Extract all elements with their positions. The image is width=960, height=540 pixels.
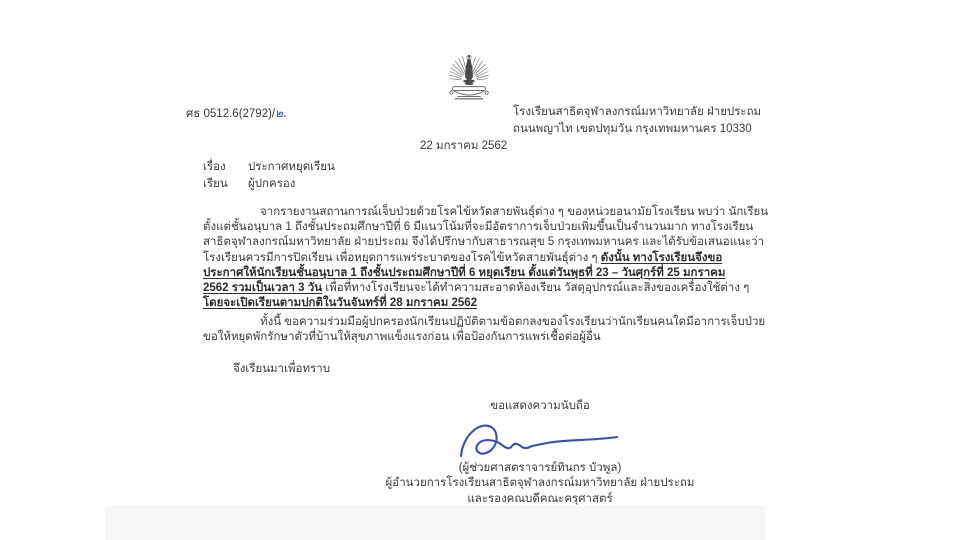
body-text-line: ขอให้หยุดพักรักษาตัวที่บ้านให้สุขภาพแข็งแรงก่อน เพื่อป้องกันการแพร่เชื้อต่อผู้อื่น (203, 331, 601, 344)
salutation-label: เรียน (203, 178, 228, 190)
subject-line (203, 160, 335, 175)
salutation-line (203, 177, 295, 192)
subject-text: ประกาศหยุดเรียน (248, 161, 335, 173)
letter-date: 22 มกราคม 2562 (420, 140, 508, 152)
school-emblem-phra-kiao-icon (440, 46, 498, 118)
school-name-line: โรงเรียนสาธิตจุฬาลงกรณ์มหาวิทยาลัย ฝ่ายประถม (513, 106, 762, 118)
signatory-name: (ผู้ช่วยศาสตราจารย์ทินกร บัวพูล) (458, 462, 622, 475)
sign-off-line: จึงเรียนมาเพื่อทราบ (233, 363, 331, 375)
signature-scribble (455, 418, 625, 460)
body-text-line: โรงเรียนควรมีการปิดเรียน เพื่อหยุดการแพร่ระบาดของโรคไข้หวัดสายพันธุ์ต่าง ๆ ดังนั้น ทางโรงเรียนจึงขอ (203, 251, 723, 264)
signatory-title-1: ผู้อำนวยการโรงเรียนสาธิตจุฬาลงกรณ์มหาวิทยาลัย ฝ่ายประถม (385, 477, 695, 490)
scan-edge-shadow (105, 506, 765, 540)
signatory-title-2: และรองคณบดีคณะครุศาสตร์ (467, 492, 613, 505)
body-text-line: จากรายงานสถานการณ์เจ็บป่วยด้วยโรคไข้หวัดสายพันธุ์ต่าง ๆ ของหน่วยอนามัยโรงเรียน พบว่า นักเรียน (260, 206, 769, 218)
reference-number-printed: ศธ 0512.6(2792)/ (186, 108, 276, 120)
school-address-line: ถนนพญาไท เขตปทุมวัน กรุงเทพมหานคร 10330 (513, 122, 752, 135)
sender-address-block (513, 105, 761, 138)
body-text-line: ทั้งนี้ ขอความร่วมมือผู้ปกครองนักเรียนปฏิบัติตามข้อตกลงของโรงเรียนว่านักเรียนคนใดมีอาการเจ็บป่วย (260, 316, 766, 328)
body-text-line: ประกาศให้นักเรียนชั้นอนุบาล 1 ถึงชั้นประถมศึกษาปีที่ 6 หยุดเรียน ตั้งแต่วันพุธที่ 23 – วันศุกร์ที่ 25 มกราคม (203, 266, 726, 279)
closing-line: ขอแสดงความนับถือ (490, 400, 590, 412)
body-paragraph-1 (203, 205, 769, 311)
body-text-line: 2562 รวมเป็นเวลา 3 วัน เพื่อที่ทางโรงเรียนจะได้ทำความสะอาดห้องเรียน วัสดุอุปกรณ์และสิ่งของเครื่องใช้ต่าง ๆ (203, 282, 750, 295)
salutation-text: ผู้ปกครอง (248, 178, 296, 190)
body-text-line: สาธิตจุฬาลงกรณ์มหาวิทยาลัย ฝ่ายประถม จึงได้ปรึกษากับสาธารณสุข 5 กรุงเทพมหานคร และได้รับข้อเสนอแนะว่า (203, 236, 765, 249)
body-paragraph-2 (203, 315, 766, 345)
reference-number (186, 106, 287, 122)
reference-number-handwritten: ๒. (274, 105, 288, 121)
closing-block (380, 399, 700, 507)
subject-label: เรื่อง (203, 161, 226, 173)
body-text-line: โดยจะเปิดเรียนตามปกติในวันจันทร์ที่ 28 มกราคม 2562 (203, 297, 478, 310)
body-text-line: ตั้งแต่ชั้นอนุบาล 1 ถึงชั้นประถมศึกษาปีที่ 6 มีแนวโน้มที่จะมีอัตราการเจ็บป่วยเพิ่มขึ้นเป็นจำนวนมาก ทางโรงเรียน (203, 221, 754, 234)
